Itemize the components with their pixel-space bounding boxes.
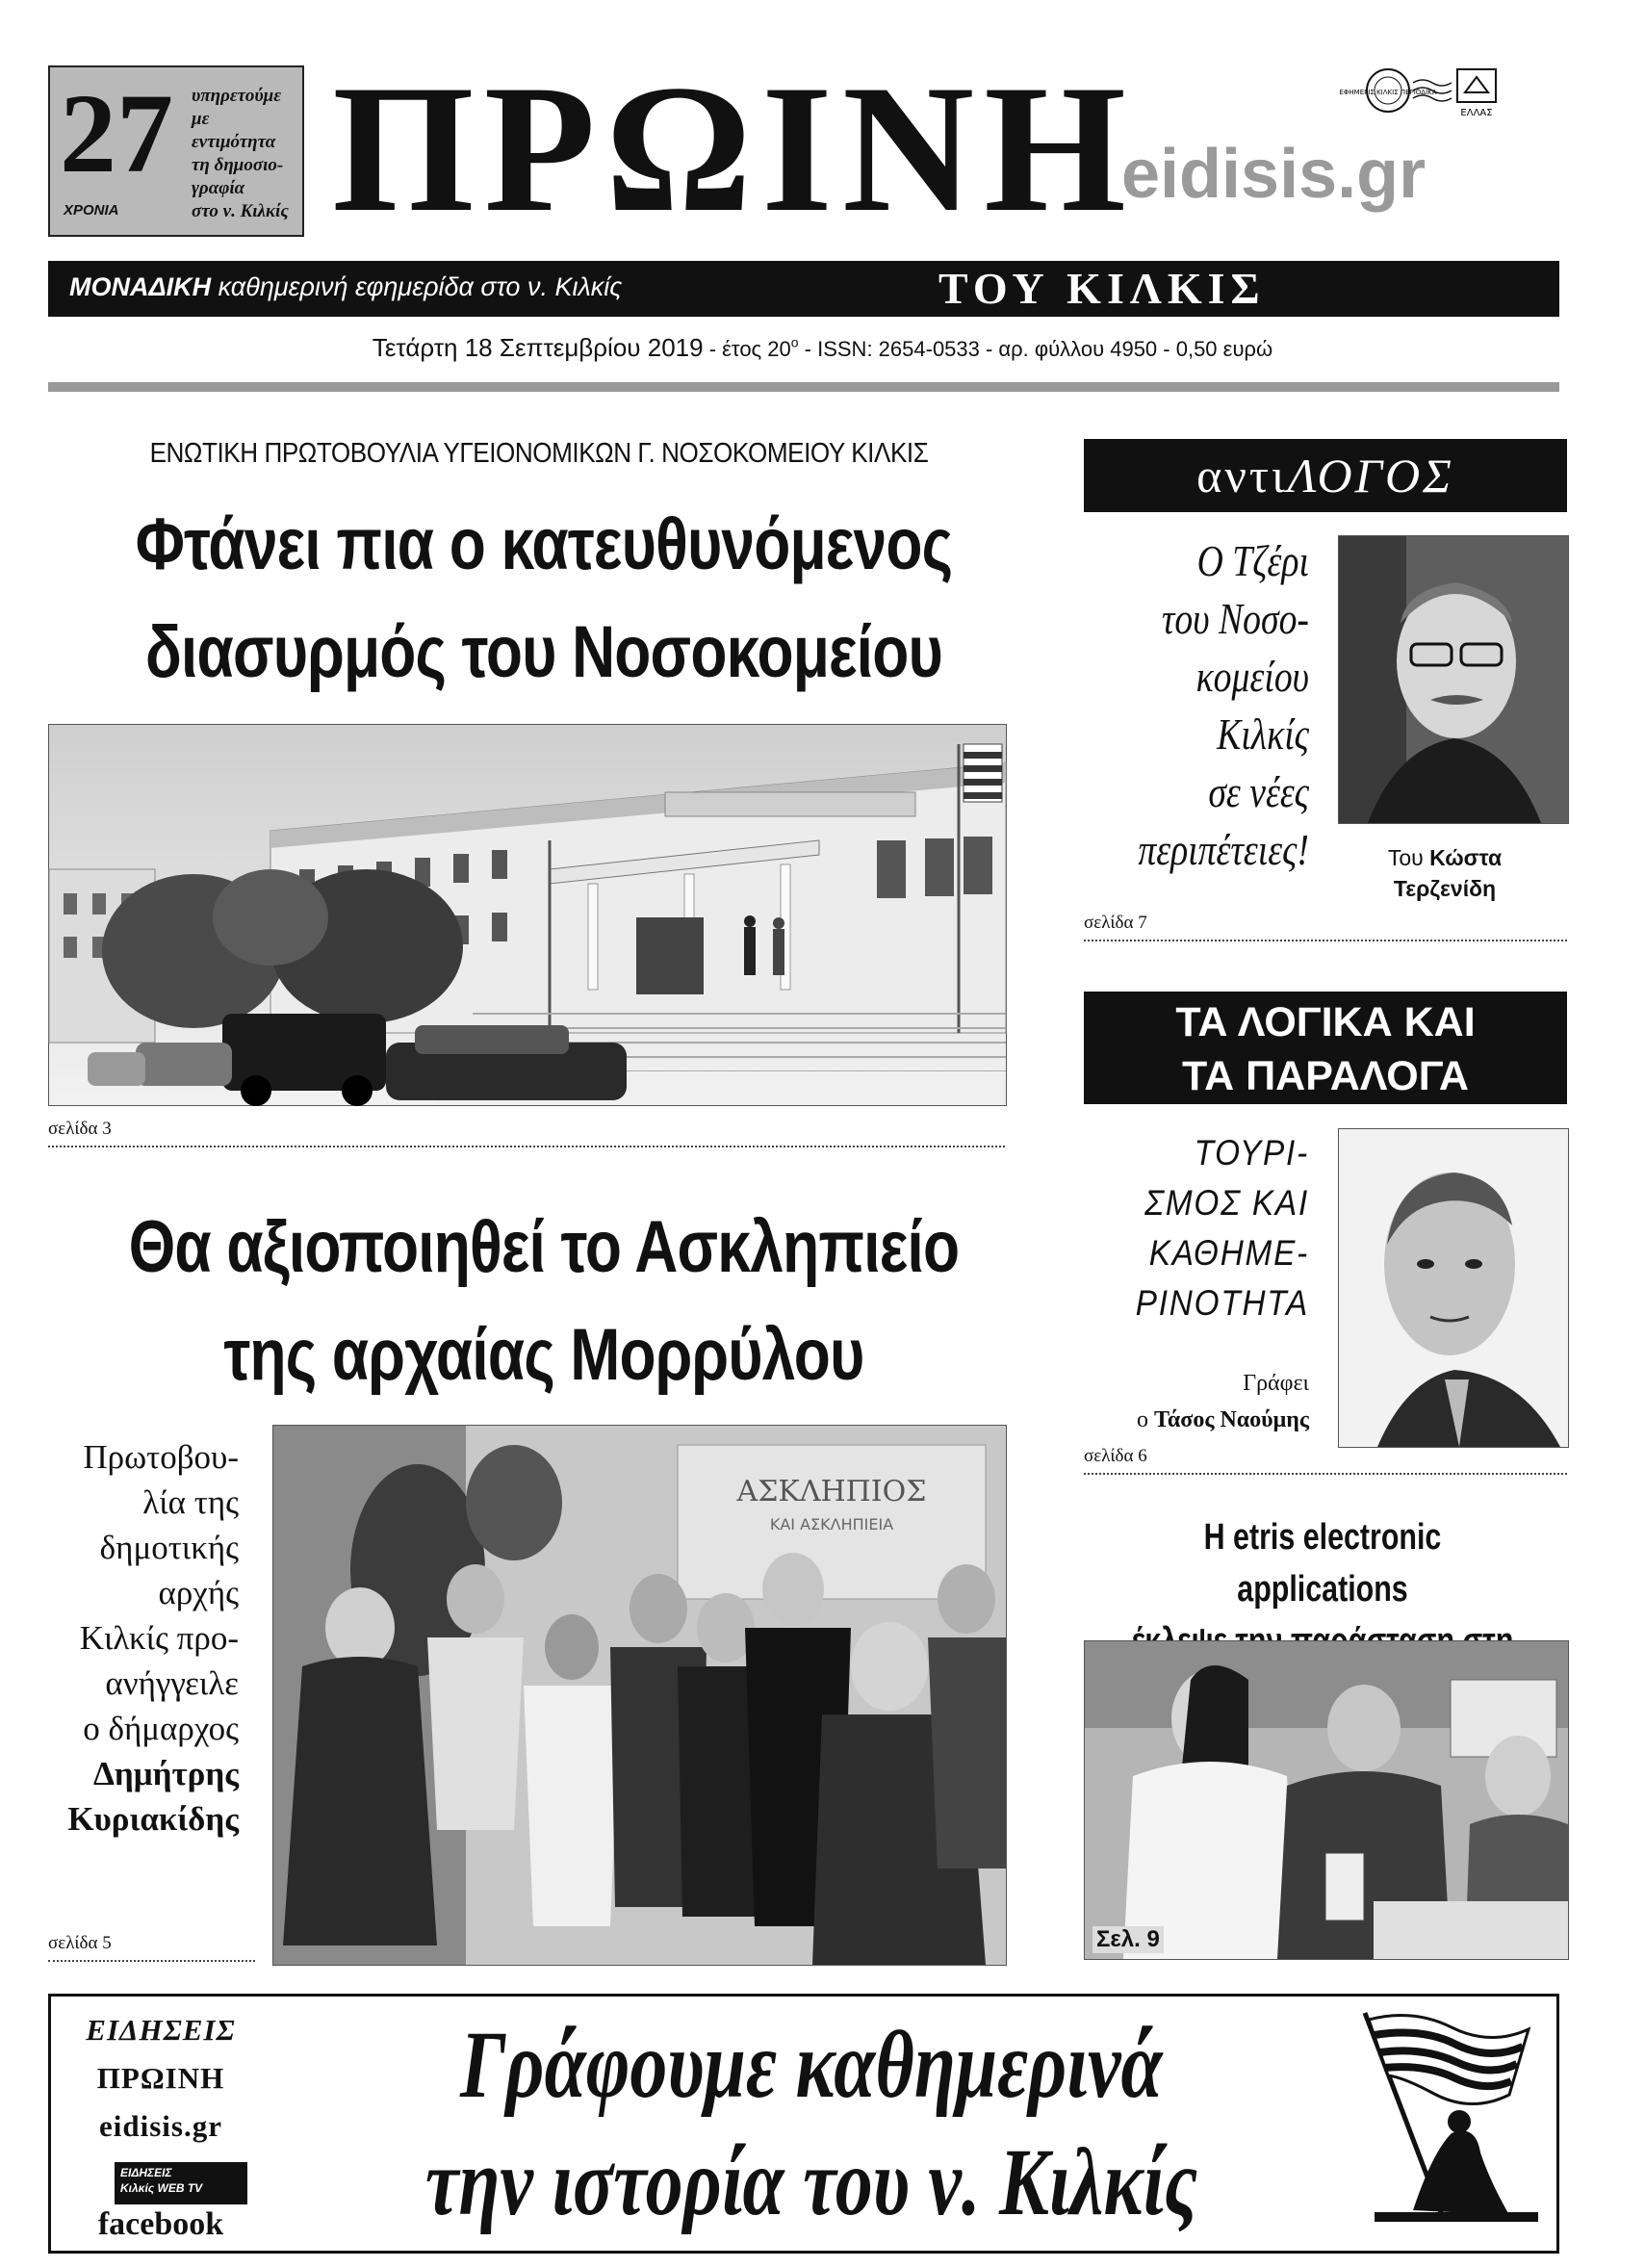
newspaper-logo: ΠΡΩΙΝΗ: [332, 48, 1136, 250]
lead-headline[interactable]: Φτάνει πια ο κατευθυνόμενος διασυρμός του Νοσοκομείου: [135, 503, 953, 693]
anniversary-text: υπηρετούμε με εντιμότητα τη δημοσιο- γραφία στο ν. Κιλκίς: [192, 86, 289, 221]
hospital-image: [49, 725, 1006, 1105]
dotted-divider: [48, 1146, 1005, 1147]
dotted-divider: [48, 1960, 255, 1962]
dateline: Τετάρτη 18 Σεπτεμβρίου 2019 - έτος $20^o$ - ISSN: 2654-0533 - αρ. φύλλου 4950 - 0,50 ευρώ: [372, 333, 1273, 362]
portrait-image: [1339, 536, 1568, 823]
anniversary-number: 27: [60, 70, 173, 196]
antilogos-author: Του Κώστα Τερζενίδη: [1387, 845, 1503, 901]
tagline: ΜΟΝΑΔΙΚΗ καθημερινή εφημερίδα στο ν. Κιλκίς: [69, 272, 623, 301]
asklipieio-blurb: Πρωτοβου- λία της δημοτικής αρχής Κιλκίς προ- ανήγγειλε ο δήμαρχος Δημήτρης Κυριακίδης: [39, 1434, 239, 1842]
asklipieio-image: [273, 1426, 1006, 1965]
antilogos-page-ref: σελίδα 7: [1084, 913, 1147, 933]
promo-ad[interactable]: [48, 1994, 1559, 2254]
ad-slogan: Γράφουμε καθημερινά την ιστορία του ν. Κιλκίς: [424, 2011, 1198, 2235]
anniversary-word: ΧΡΟΝΙΑ: [64, 202, 119, 219]
stamp-text: ΕΦΗΜΕΡΙΣ ΚΙΛΚΙΣ ΠΕΡΙΟΔΙΚΑ: [1339, 89, 1437, 96]
antilogos-header: αντιΛΟΓΟΣ: [1084, 439, 1567, 512]
dotted-divider: [1084, 1473, 1567, 1475]
logo-subtitle: ΤΟΥ ΚΙΛΚΙΣ: [938, 264, 1266, 313]
asklipieio-photo[interactable]: [272, 1425, 1007, 1966]
issue-details: - ISSN: 2654-0533 - αρ. φύλλου 4950 - 0,50 ευρώ: [798, 337, 1273, 361]
ad-website: eidisis.gr: [99, 2109, 222, 2143]
hospital-photo[interactable]: [48, 724, 1007, 1106]
stamp-icon: [1339, 65, 1500, 119]
lead-kicker: ΕΝΩΤΙΚΗ ΠΡΩΤΟΒΟΥΛΙΑ ΥΓΕΙΟΝΟΜΙΚΩΝ Γ. ΝΟΣΟΚΟΜΕΙΟΥ ΚΙΛΚΙΣ: [149, 438, 929, 469]
logika-author: Γράφει ο Τάσος Ναούμης: [1137, 1371, 1309, 1432]
author-photo-naoumis: [1338, 1128, 1569, 1448]
issue-date: Τετάρτη 18 Σεπτεμβρίου 2019: [372, 333, 704, 362]
etris-image: [1085, 1641, 1568, 1959]
flag-raising-icon: [1346, 2008, 1548, 2244]
dotted-divider: [1084, 940, 1567, 941]
antilogos-title[interactable]: Ο Τζέρι του Νοσο- κομείου Κιλκίς σε νέες περιπέτειες!: [1138, 536, 1309, 874]
etris-page-ref: Σελ. 9: [1092, 1926, 1164, 1953]
logika-title[interactable]: ΤΟΥΡΙ- ΣΜΟΣ ΚΑΙ ΚΑΘΗΜΕ- ΡΙΝΟΤΗΤΑ: [1135, 1133, 1309, 1323]
etris-headline[interactable]: Η etris electronic applications: [1203, 1517, 1442, 1610]
webtv-logo: ΕΙΔΗΣΕΙΣ Κιλκίς WEB TV: [115, 2162, 247, 2204]
postal-stamps: [1339, 65, 1500, 124]
banner-text: ΑΣΚΛΗΠΙΟΣ: [736, 1475, 927, 1508]
mayor-name: Δημήτρης: [92, 1755, 239, 1792]
logika-header: ΤΑ ΛΟΓΙΚΑ ΚΑΙ ΤΑ ΠΑΡΑΛΟΓΑ: [1084, 992, 1567, 1104]
tagline-bar: [48, 261, 1559, 317]
banner-subtext: ΚΑΙ ΑΣΚΛΗΠΙΕΙΑ: [769, 1515, 894, 1533]
stamp-country: ΕΛΛΑΣ: [1460, 108, 1493, 118]
asklipieio-page-ref: σελίδα 5: [48, 1933, 112, 1953]
portrait-image: [1339, 1129, 1568, 1447]
ad-brand-column: ΕΙΔΗΣΕΙΣ ΠΡΩΙΝΗ eidisis.gr: [64, 2006, 257, 2151]
asklipieio-headline[interactable]: Θα αξιοποιηθεί το Ασκληπιείο της αρχαίας Μορρύλου: [128, 1206, 960, 1396]
logika-page-ref: σελίδα 6: [1084, 1446, 1147, 1466]
ad-facebook: facebook: [97, 2206, 224, 2242]
author-photo-terzenidis: [1338, 535, 1569, 824]
logo-website: eidisis.gr: [1121, 136, 1427, 213]
anniversary-box: [48, 65, 304, 237]
etris-photo[interactable]: [1084, 1640, 1569, 1960]
lead-page-ref: σελίδα 3: [48, 1119, 112, 1139]
header-rule: [48, 382, 1559, 392]
